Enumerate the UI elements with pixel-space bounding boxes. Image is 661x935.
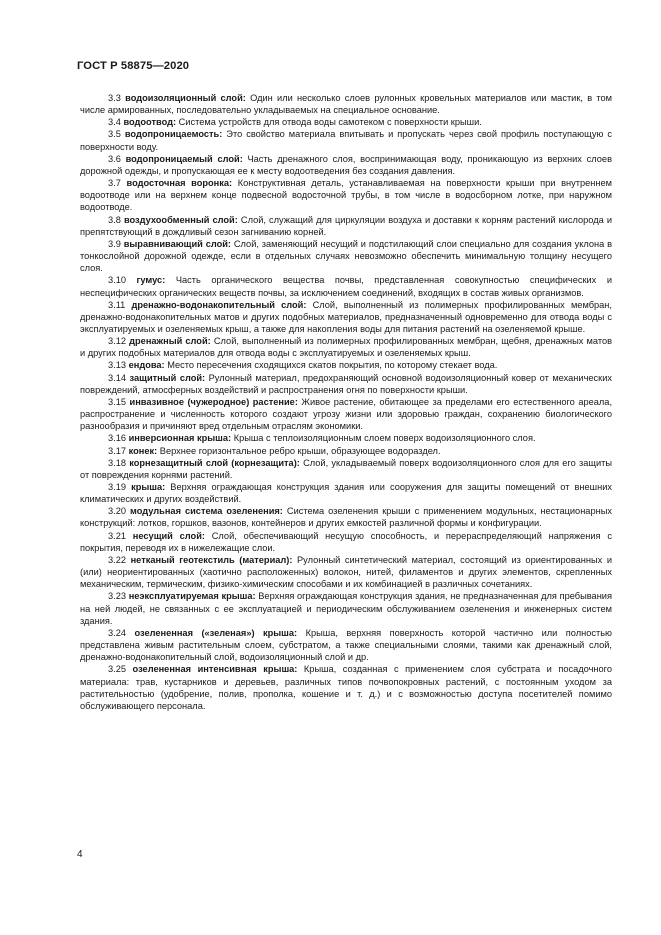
clause-number: 3.14 xyxy=(108,372,127,383)
definition-paragraph xyxy=(80,481,612,505)
definition-paragraph xyxy=(80,554,612,590)
term-definition: Место пересечения сходящихся скатов покрытия, по которому стекает вода. xyxy=(167,360,498,371)
definition-paragraph xyxy=(80,335,612,359)
document-header: ГОСТ Р 58875—2020 xyxy=(77,60,190,72)
definition-paragraph xyxy=(80,530,612,554)
term-definition: Живое растение, обитающее за пределами его естественного ареала, распространение и численность которого создают угрозу жизни или здоровью граждан, сохранению биологического разнообразия и причиняют вред отдельным отраслям экономики. xyxy=(80,396,613,432)
term-definition: Крыша, верхняя поверхность которой частично или полностью представлена живым растительным слоем, субстратом, а также специальными слоями, такими как дренажный слой, дренажно-водонакопительный слой, водоизоляционный слой и др. xyxy=(80,627,612,663)
definition-paragraph xyxy=(80,432,612,444)
term-name: водоизоляционный слой: xyxy=(125,93,246,103)
term-name: ендова: xyxy=(128,360,165,371)
definition-paragraph xyxy=(80,359,612,371)
term-definition: Система озеленения крыши с применением модульных, нестационарных конструкций: лотков, горшков, вазонов, контейнеров и других емкостей различной формы и конфигурации. xyxy=(80,506,612,529)
clause-number: 3.17 xyxy=(108,445,127,456)
clause-number: 3.13 xyxy=(108,360,127,371)
term-name: инверсионная крыша: xyxy=(128,433,232,444)
term-definition: Слой, обеспечивающий несущую способность, и перераспределяющий напряжения с покрытия, переводя их в нижележащие слои. xyxy=(80,530,612,553)
definition-paragraph xyxy=(80,238,612,274)
term-name: дренажно-водонакопительный слой: xyxy=(131,299,307,310)
term-definition: Крыша, созданная с применением слоя субстрата и посадочного материала: трав, кустарников и деревьев, различных типов почвопокровных растений, с постоянным уходом за растительностью (удобрение, полив, прополка, кошение и т. д.) и с возможностью доступа посетителей помимо обслуживающего персонала. xyxy=(80,664,612,711)
term-name: воздухообменный слой: xyxy=(123,214,238,225)
term-definition: Крыша с теплоизоляционным слоем поверх водоизоляционного слоя. xyxy=(233,433,536,444)
term-definition: Это свойство материала впитывать и пропускать через свой профиль поступающую с поверхности воду. xyxy=(80,129,612,152)
term-name: конек: xyxy=(128,445,158,456)
clause-number: 3.22 xyxy=(108,554,127,565)
clause-number: 3.21 xyxy=(108,530,127,541)
term-definition: Один или несколько слоев рулонных кровельных материалов или мастик, в том числе армированных, последовательно укладываемых на специальное основание. xyxy=(80,93,613,116)
definition-paragraph xyxy=(80,457,612,481)
term-name: водосточная воронка: xyxy=(126,178,233,189)
term-definition: Система устройств для отвода воды самотеком с поверхности крыши. xyxy=(178,117,482,128)
clause-number: 3.5 xyxy=(108,129,121,140)
term-definition: Слой, выполненный из полимерных профилированных мембран, щебня, дренажных матов и других подобных материалов для отвода воды с эксплуатируемых и озеленяемых крыш. xyxy=(80,336,613,359)
definition-paragraph xyxy=(80,153,612,177)
term-name: дренажный слой: xyxy=(129,336,211,347)
term-definition: Слой, выполненный из полимерных профилированных мембран, дренажно-водонакопительных матов и других подобных материалов, предназначенный одновременно для отвода воды с эксплуатируемых и озеленяемых крыш, а также для накопления воды для питания растений на озеленяемой крыше. xyxy=(80,299,612,334)
clause-number: 3.8 xyxy=(108,214,121,225)
term-name: крыша: xyxy=(131,482,166,492)
term-name: выравнивающий слой: xyxy=(123,238,232,249)
term-definition: Верхняя ограждающая конструкция здания, не предназначенная для пребывания на ней людей, не связанных с ее эксплуатацией и периодическим обслуживанием озеленения и инженерных систем здания. xyxy=(80,591,612,626)
document-body xyxy=(80,92,612,712)
term-name: модульная система озеленения: xyxy=(130,506,283,517)
clause-number: 3.15 xyxy=(108,396,127,407)
definition-paragraph xyxy=(80,396,612,432)
definition-paragraph xyxy=(80,590,612,626)
term-definition: Слой, служащий для циркуляции воздуха и доставки к корням растений кислорода и препятствующий в дождливый сезон загниванию корней. xyxy=(80,214,612,237)
term-definition: Рулонный материал, предохраняющий основной водоизоляционный ковер от механических повреждений, атмосферных воздействий и распространения огня по поверхности крыши. xyxy=(80,372,612,395)
definition-paragraph xyxy=(80,177,612,213)
term-definition: Верхнее горизонтальное ребро крыши, образующее водораздел. xyxy=(159,445,441,456)
clause-number: 3.18 xyxy=(108,457,127,468)
definition-paragraph xyxy=(80,274,612,298)
term-name: водопроницаемый слой: xyxy=(125,153,243,164)
term-definition: Слой, заменяющий несущий и подстилающий слои специально для создания уклона в тонкослойной дорожной одежде, если в отдельных случаях невозможно обеспечить минимальную толщину несущего слоя. xyxy=(80,238,613,274)
term-name: озелененная («зеленая») крыша: xyxy=(134,627,298,638)
clause-number: 3.4 xyxy=(108,117,121,128)
term-name: озелененная интенсивная крыша: xyxy=(132,664,298,675)
term-name: защитный слой: xyxy=(129,372,206,383)
clause-number: 3.20 xyxy=(108,506,127,517)
term-definition: Конструктивная деталь, устанавливаемая на поверхности крыши при внутреннем водоотводе или на верхнем конце подвесной водосточной трубы, в том числе в водосборном лотке, при наружном водоотводе. xyxy=(80,178,612,213)
definition-paragraph xyxy=(80,214,612,238)
definition-paragraph xyxy=(80,505,612,529)
definition-paragraph xyxy=(80,663,612,712)
definition-paragraph xyxy=(80,445,612,457)
clause-number: 3.7 xyxy=(108,178,121,189)
definition-paragraph xyxy=(80,116,612,128)
clause-number: 3.16 xyxy=(108,433,127,444)
definition-paragraph xyxy=(80,92,612,116)
term-name: нетканый геотекстиль (материал): xyxy=(130,554,293,565)
term-name: несущий слой: xyxy=(132,530,205,541)
clause-number: 3.23 xyxy=(108,591,127,602)
term-name: корнезащитный слой (корнезащита): xyxy=(129,457,300,468)
clause-number: 3.25 xyxy=(108,664,127,675)
term-definition: Рулонный синтетический материал, состоящий из ориентированных и (или) неориентированных (хаотично расположенных) волокон, нитей, филаментов и других элементов, скрепленных механическим, термическим, физико-химическим способами и их комбинацией в различных сочетаниях. xyxy=(80,554,612,590)
clause-number: 3.6 xyxy=(108,153,121,164)
term-name: водопроницаемость: xyxy=(124,129,223,140)
definition-paragraph xyxy=(80,128,612,152)
term-definition: Часть дренажного слоя, воспринимающая воду, проникающую из верхних слоев дорожной одежды, и пропускающая ее к месту водоотведения без создания давления. xyxy=(80,153,612,176)
term-name: гумус: xyxy=(136,275,166,286)
clause-number: 3.11 xyxy=(108,299,126,310)
term-definition: Часть органического вещества почвы, представленная совокупностью специфических и неспецифических органических веществ почвы, за исключением соединений, входящих в состав живых организмов. xyxy=(80,275,612,298)
clause-number: 3.9 xyxy=(108,238,121,249)
clause-number: 3.12 xyxy=(108,336,127,347)
term-name: неэксплуатируемая крыша: xyxy=(128,591,256,602)
term-name: водоотвод: xyxy=(123,117,177,128)
definition-paragraph xyxy=(80,372,612,396)
clause-number: 3.19 xyxy=(108,482,127,492)
term-definition: Верхняя ограждающая конструкция здания или сооружения для защиты помещений от внешних климатических и других воздействий. xyxy=(80,482,613,505)
clause-number: 3.24 xyxy=(108,627,127,638)
clause-number: 3.10 xyxy=(108,275,127,286)
clause-number: 3.3 xyxy=(108,93,121,103)
definition-paragraph xyxy=(80,627,612,663)
term-definition: Слой, укладываемый поверх водоизоляционного слоя для его защиты от повреждения корнями растений. xyxy=(80,457,612,480)
definition-paragraph xyxy=(80,299,612,335)
page-number: 4 xyxy=(77,849,83,860)
term-name: инвазивное (чужеродное) растение: xyxy=(129,396,298,407)
